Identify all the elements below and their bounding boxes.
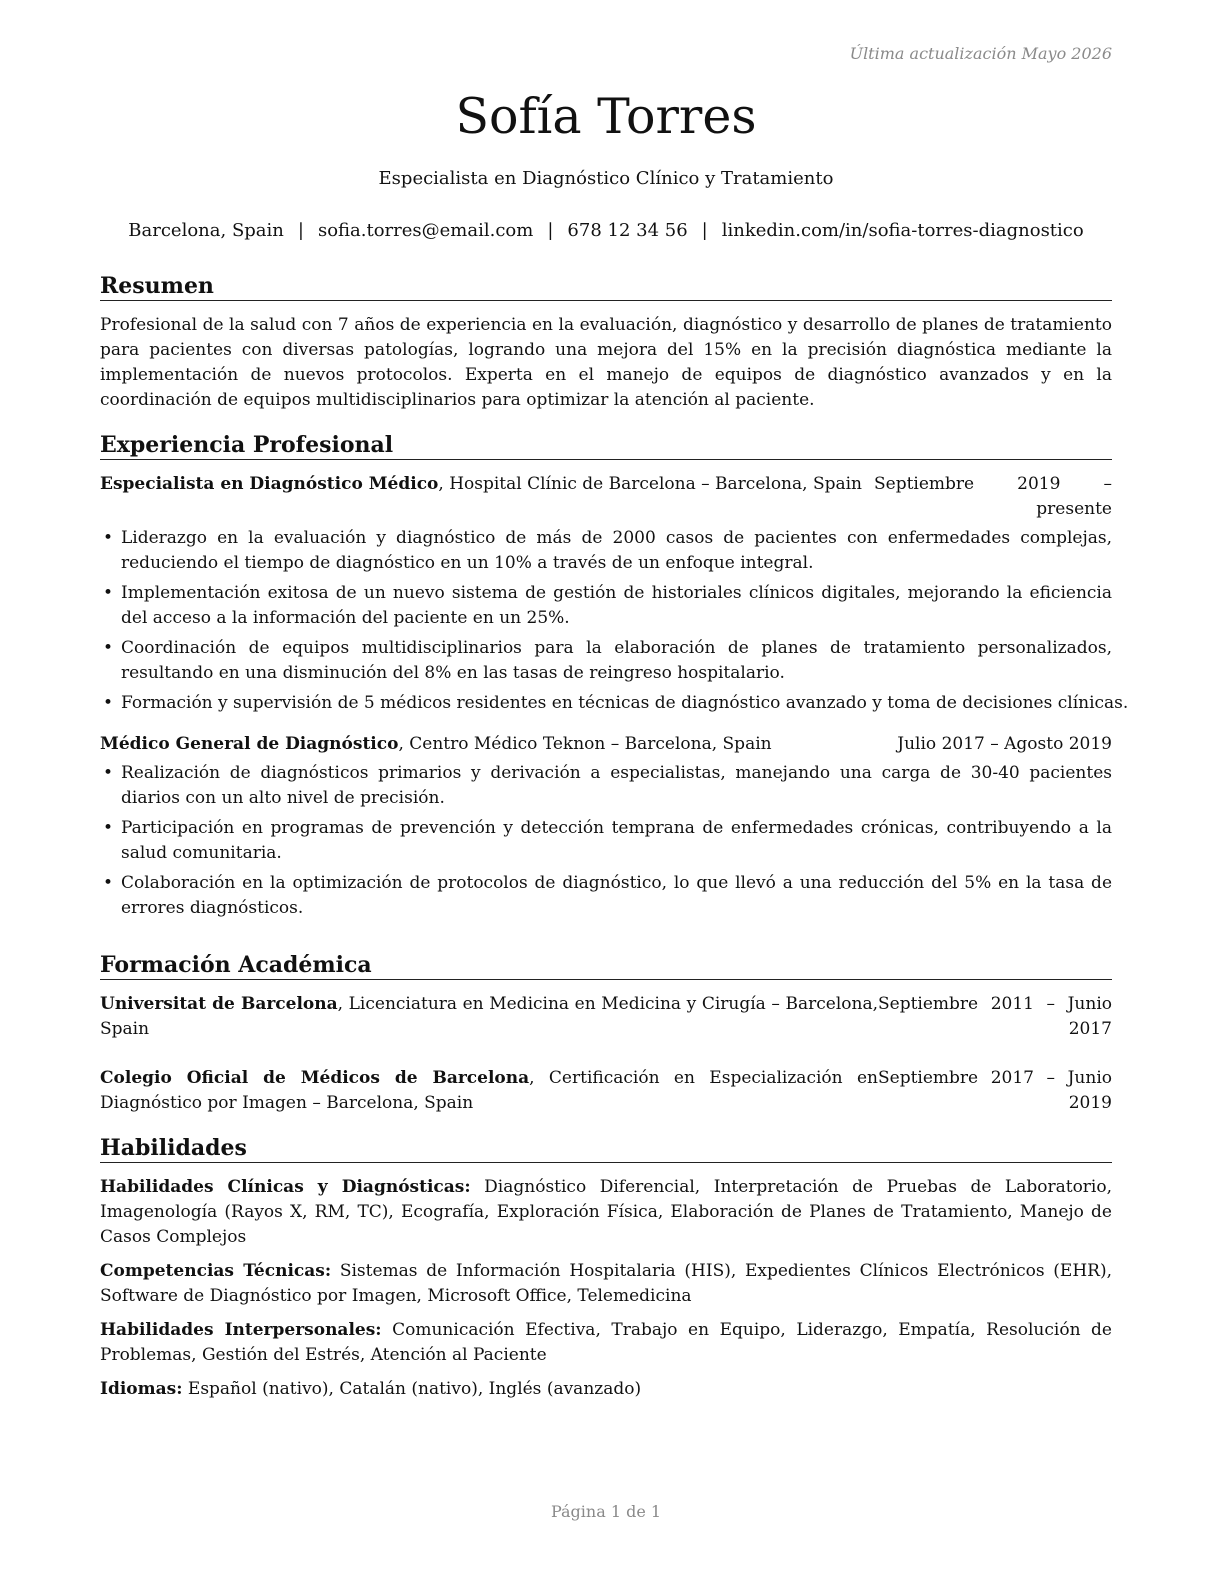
list-item: • Colaboración en la optimización de protocolos de diagnóstico, lo que llevó a una reducción del 5% en la tasa de errores diagnósticos. (100, 871, 1112, 921)
contact-line (40, 220, 1172, 241)
education-section (100, 951, 1112, 1140)
summary-text: Profesional de la salud con 7 años de experiencia en la evaluación, diagnóstico y desarrollo de planes de tratamiento para pacientes con diversas patologías, logrando una mejora del 15% en la precisión diagnóstica mediante la implementación de nuevos protocolos. Experta en el manejo de equipos de diagnóstico avanzados y en la coordinación de equipos multidisciplinarios para optimizar la atención al paciente. (100, 315, 1112, 410)
last-updated: Última actualización Mayo 2026 (849, 44, 1112, 63)
education-detail: , Certificación en Especialización en Diagnóstico por Imagen – Barcelona, Spain (100, 1068, 878, 1113)
skill-label: Habilidades Interpersonales: (100, 1320, 382, 1340)
skill-value: Español (nativo), Catalán (nativo), Inglés (avanzado) (182, 1379, 642, 1399)
list-item: • Realización de diagnósticos primarios y derivación a especialistas, manejando una carga de 30-40 pacientes diarios con un alto nivel de precisión. (100, 761, 1112, 811)
contact-linkedin[interactable]: linkedin.com/in/sofia-torres-diagnostico (721, 220, 1084, 241)
section-title-summary: Resumen (100, 272, 1112, 301)
section-title-experience: Experiencia Profesional (100, 431, 1112, 460)
job-entry (100, 472, 1129, 716)
job-dates: Julio 2017 – Agosto 2019 (897, 734, 1112, 754)
education-school: Colegio Oficial de Médicos de Barcelona (100, 1068, 530, 1088)
education-dates: Septiembre 2011 – Junio 2017 (878, 994, 1112, 1039)
job-title-line (100, 732, 897, 757)
contact-separator: | (701, 220, 708, 241)
contact-email[interactable]: sofia.torres@email.com (317, 220, 534, 241)
contact-phone[interactable]: 678 12 34 56 (567, 220, 688, 241)
education-institution-line (100, 992, 878, 1042)
job-dates: Septiembre 2019 – presente (874, 474, 1112, 519)
job-bullets (100, 761, 1112, 921)
job-role: Especialista en Diagnóstico Médico (100, 474, 439, 494)
list-item: • Implementación exitosa de un nuevo sistema de gestión de historiales clínicos digitales, mejorando la eficiencia del acceso a la información del paciente en un 25%. (100, 581, 1112, 631)
job-header (100, 472, 1112, 522)
skill-label: Competencias Técnicas: (100, 1261, 332, 1281)
skill-row (100, 1318, 1112, 1368)
list-item: • Liderazgo en la evaluación y diagnóstico de más de 2000 casos de pacientes con enfermedades complejas, reduciendo el tiempo de diagnóstico en un 10% a través de un enfoque integral. (100, 526, 1112, 576)
list-item: • Coordinación de equipos multidisciplinarios para la elaboración de planes de tratamiento personalizados, resultando en una disminución del 8% en las tasas de reingreso hospitalario. (100, 636, 1112, 686)
summary-section (100, 272, 1112, 413)
skills-section (100, 1134, 1112, 1411)
contact-location: Barcelona, Spain (128, 220, 284, 241)
job-org: , Centro Médico Teknon – Barcelona, Spain (398, 734, 772, 754)
job-role: Médico General de Diagnóstico (100, 734, 399, 754)
job-bullets (100, 526, 1129, 716)
candidate-headline: Especialista en Diagnóstico Clínico y Tratamiento (378, 168, 834, 189)
education-institution-line (100, 1066, 878, 1116)
section-title-education: Formación Académica (100, 951, 1112, 980)
skill-row (100, 1175, 1112, 1250)
candidate-name: Sofía Torres (455, 88, 757, 145)
skill-value: Comunicación Efectiva, Trabajo en Equipo, Liderazgo, Empatía, Resolución de Problemas, Gestión del Estrés, Atención al Paciente (100, 1320, 1112, 1365)
section-title-skills: Habilidades (100, 1134, 1112, 1163)
education-school: Universitat de Barcelona (100, 994, 338, 1014)
job-entry (100, 732, 1112, 921)
job-title-line (100, 472, 874, 522)
education-detail: , Licenciatura en Medicina en Medicina y Cirugía – Barcelona, Spain (100, 994, 878, 1039)
resume-page (100, 0, 1129, 1584)
list-item: • Formación y supervisión de 5 médicos residentes en técnicas de diagnóstico avanzado y toma de decisiones clínicas. (100, 691, 1112, 716)
job-header (100, 732, 1112, 757)
education-dates: Septiembre 2017 – Junio 2019 (878, 1068, 1112, 1113)
skill-label: Habilidades Clínicas y Diagnósticas: (100, 1177, 471, 1197)
job-org: , Hospital Clínic de Barcelona – Barcelona, Spain (438, 474, 862, 494)
skill-value: Diagnóstico Diferencial, Interpretación de Pruebas de Laboratorio, Imagenología (Rayos X, RM, TC), Ecografía, Exploración Física, Elaboración de Planes de Tratamiento, Manejo de Casos Complejos (100, 1177, 1113, 1247)
skill-value: Sistemas de Información Hospitalaria (HIS), Expedientes Clínicos Electrónicos (EHR), Software de Diagnóstico por Imagen, Microsoft Office, Telemedicina (100, 1261, 1112, 1306)
experience-section (100, 431, 1129, 926)
skill-row (100, 1377, 1112, 1402)
contact-separator: | (547, 220, 554, 241)
contact-separator: | (297, 220, 304, 241)
page-number: Página 1 de 1 (550, 1502, 662, 1521)
skill-label: Idiomas: (100, 1379, 183, 1399)
skill-row (100, 1259, 1112, 1309)
list-item: • Participación en programas de prevención y detección temprana de enfermedades crónicas, contribuyendo a la salud comunitaria. (100, 816, 1112, 866)
education-entry (100, 1066, 1112, 1116)
education-entry (100, 992, 1112, 1042)
